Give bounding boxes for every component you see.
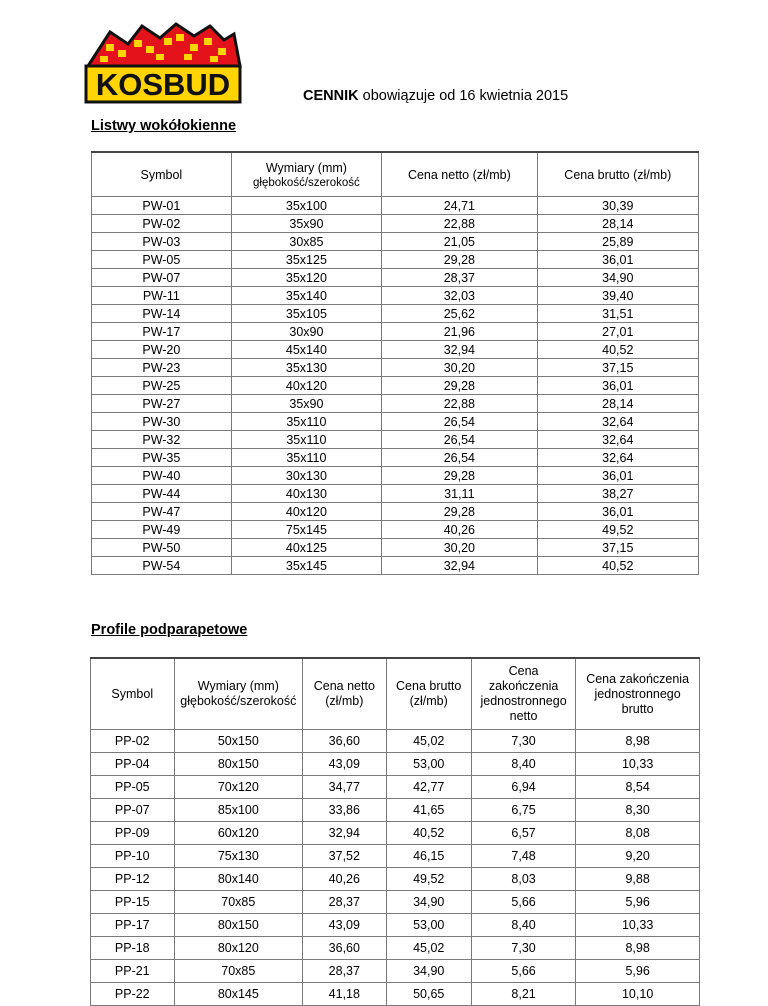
- table-row: [92, 233, 699, 251]
- table-cell: PP-05: [91, 776, 175, 799]
- kosbud-logo: [84, 20, 242, 104]
- table-cell: PW-40: [92, 467, 232, 485]
- table-cell: 6,57: [471, 822, 575, 845]
- valid-from-text: obowiązuje od 16 kwietnia 2015: [362, 88, 569, 104]
- table-cell: PW-01: [92, 197, 232, 215]
- table-row: [92, 305, 699, 323]
- col-header-wymiary: Wymiary (mm) głębokość/szerokość: [174, 658, 303, 730]
- table-cell: 35x125: [231, 251, 381, 269]
- table-cell: 29,28: [382, 377, 537, 395]
- table-cell: 26,54: [382, 449, 537, 467]
- table-cell: PW-02: [92, 215, 232, 233]
- table-row: [92, 323, 699, 341]
- table-row: [92, 377, 699, 395]
- table-cell: 45x140: [231, 341, 381, 359]
- table-cell: 28,37: [303, 891, 386, 914]
- col-header-wymiary: Wymiary (mm) głębokość/szerokość: [231, 152, 381, 197]
- table-cell: 35x110: [231, 413, 381, 431]
- table-cell: PP-02: [91, 730, 175, 753]
- col-header-symbol: Symbol: [91, 658, 175, 730]
- table-cell: PW-50: [92, 539, 232, 557]
- table-cell: 7,30: [471, 730, 575, 753]
- table-cell: 32,64: [537, 431, 698, 449]
- table-cell: 28,14: [537, 395, 698, 413]
- table-row: [92, 359, 699, 377]
- table-row: [92, 521, 699, 539]
- table-cell: 29,28: [382, 503, 537, 521]
- table-cell: PP-18: [91, 937, 175, 960]
- table-cell: 39,40: [537, 287, 698, 305]
- table-cell: PW-11: [92, 287, 232, 305]
- table-cell: 35x90: [231, 395, 381, 413]
- col-header-netto: Cena netto (zł/mb): [303, 658, 386, 730]
- table-cell: 50x150: [174, 730, 303, 753]
- table-cell: 38,27: [537, 485, 698, 503]
- table-cell: 32,94: [303, 822, 386, 845]
- table-cell: 80x150: [174, 753, 303, 776]
- table-row: [92, 431, 699, 449]
- table-cell: 40x120: [231, 377, 381, 395]
- table-cell: 36,60: [303, 937, 386, 960]
- table-cell: 32,03: [382, 287, 537, 305]
- table-cell: 37,15: [537, 539, 698, 557]
- table-cell: 5,66: [471, 891, 575, 914]
- table-cell: 9,20: [576, 845, 700, 868]
- table-cell: 5,96: [576, 960, 700, 983]
- table-cell: 8,03: [471, 868, 575, 891]
- table-cell: 10,33: [576, 753, 700, 776]
- table-cell: 5,96: [576, 891, 700, 914]
- table-row: [92, 503, 699, 521]
- table-cell: PP-15: [91, 891, 175, 914]
- table-row: [91, 891, 700, 914]
- table-cell: 30,20: [382, 539, 537, 557]
- table-cell: PW-27: [92, 395, 232, 413]
- table-row: [91, 730, 700, 753]
- table-cell: 25,62: [382, 305, 537, 323]
- table-cell: 40,26: [382, 521, 537, 539]
- price-list-header: [303, 88, 568, 104]
- table-cell: PP-12: [91, 868, 175, 891]
- table-cell: 27,01: [537, 323, 698, 341]
- table-row: [91, 799, 700, 822]
- table-cell: 53,00: [386, 914, 471, 937]
- table-cell: 8,30: [576, 799, 700, 822]
- table-cell: 31,11: [382, 485, 537, 503]
- table-cell: 26,54: [382, 431, 537, 449]
- table-row: [92, 251, 699, 269]
- table-cell: 75x145: [231, 521, 381, 539]
- table-cell: 70x85: [174, 960, 303, 983]
- table-cell: 6,75: [471, 799, 575, 822]
- table-cell: 45,02: [386, 937, 471, 960]
- table-cell: 7,30: [471, 937, 575, 960]
- table-cell: 35x110: [231, 449, 381, 467]
- table-listwy: [91, 151, 699, 575]
- table-cell: 35x145: [231, 557, 381, 575]
- table-cell: 40x130: [231, 485, 381, 503]
- table-cell: 35x130: [231, 359, 381, 377]
- table-cell: 36,60: [303, 730, 386, 753]
- table-cell: 41,18: [303, 983, 386, 1006]
- table-cell: PW-05: [92, 251, 232, 269]
- table-cell: 35x100: [231, 197, 381, 215]
- table-cell: PP-22: [91, 983, 175, 1006]
- table-cell: 34,90: [386, 891, 471, 914]
- table-cell: 35x140: [231, 287, 381, 305]
- table-cell: 49,52: [386, 868, 471, 891]
- table-cell: 22,88: [382, 215, 537, 233]
- table-cell: PP-09: [91, 822, 175, 845]
- table-cell: 80x120: [174, 937, 303, 960]
- table-row: [92, 269, 699, 287]
- table-cell: 8,21: [471, 983, 575, 1006]
- table-row: [91, 914, 700, 937]
- table-cell: 43,09: [303, 753, 386, 776]
- table-cell: 70x120: [174, 776, 303, 799]
- col-header-symbol: Symbol: [92, 152, 232, 197]
- table-row: [92, 413, 699, 431]
- table-cell: 35x105: [231, 305, 381, 323]
- table-cell: PW-54: [92, 557, 232, 575]
- table-cell: 8,08: [576, 822, 700, 845]
- table-cell: 8,40: [471, 914, 575, 937]
- col-header-zakonczenie-brutto: Cena zakończenia jednostronnego brutto: [576, 658, 700, 730]
- col-header-brutto: Cena brutto (zł/mb): [537, 152, 698, 197]
- table-cell: 43,09: [303, 914, 386, 937]
- table-cell: 40,26: [303, 868, 386, 891]
- table-cell: 34,90: [537, 269, 698, 287]
- table-cell: 53,00: [386, 753, 471, 776]
- table-cell: PW-03: [92, 233, 232, 251]
- table-row: [91, 868, 700, 891]
- table-cell: PW-44: [92, 485, 232, 503]
- table-cell: PW-30: [92, 413, 232, 431]
- table-cell: 36,01: [537, 503, 698, 521]
- svg-text:KOSBUD: KOSBUD: [95, 67, 231, 102]
- table-cell: 32,64: [537, 413, 698, 431]
- table-cell: 40x120: [231, 503, 381, 521]
- col-header-netto: Cena netto (zł/mb): [382, 152, 537, 197]
- table-cell: 8,98: [576, 937, 700, 960]
- table-row: [92, 539, 699, 557]
- col-header-zakonczenie-netto: Cena zakończenia jednostronnego netto: [471, 658, 575, 730]
- table-row: [92, 197, 699, 215]
- table-cell: 35x110: [231, 431, 381, 449]
- table-profile: [90, 657, 700, 1006]
- table-cell: PW-23: [92, 359, 232, 377]
- table-cell: 80x145: [174, 983, 303, 1006]
- table-cell: 29,28: [382, 251, 537, 269]
- table-row: [91, 983, 700, 1006]
- table-cell: 45,02: [386, 730, 471, 753]
- table-row: [91, 822, 700, 845]
- table-cell: 31,51: [537, 305, 698, 323]
- table-row: [92, 449, 699, 467]
- table-row: [91, 776, 700, 799]
- table-cell: PW-07: [92, 269, 232, 287]
- table-cell: 40,52: [386, 822, 471, 845]
- table-row: [92, 395, 699, 413]
- table-cell: 30x85: [231, 233, 381, 251]
- table-cell: 10,10: [576, 983, 700, 1006]
- table-cell: 36,01: [537, 467, 698, 485]
- table-cell: 32,64: [537, 449, 698, 467]
- table-row: [92, 215, 699, 233]
- table-cell: 25,89: [537, 233, 698, 251]
- table-cell: 60x120: [174, 822, 303, 845]
- table-cell: 21,96: [382, 323, 537, 341]
- table-cell: 37,52: [303, 845, 386, 868]
- table-cell: PW-49: [92, 521, 232, 539]
- table-cell: 24,71: [382, 197, 537, 215]
- table-cell: 8,40: [471, 753, 575, 776]
- col-header-brutto: Cena brutto (zł/mb): [386, 658, 471, 730]
- table-cell: PP-10: [91, 845, 175, 868]
- table-cell: 5,66: [471, 960, 575, 983]
- table-cell: 30,20: [382, 359, 537, 377]
- table-cell: 80x140: [174, 868, 303, 891]
- table-cell: 50,65: [386, 983, 471, 1006]
- table-cell: PP-04: [91, 753, 175, 776]
- table-cell: 36,01: [537, 251, 698, 269]
- table-cell: PW-17: [92, 323, 232, 341]
- table-cell: PW-25: [92, 377, 232, 395]
- table-cell: 7,48: [471, 845, 575, 868]
- table-cell: 40,52: [537, 557, 698, 575]
- table-cell: PP-21: [91, 960, 175, 983]
- table-cell: PP-07: [91, 799, 175, 822]
- cennik-label: CENNIK: [303, 88, 359, 104]
- table-cell: 49,52: [537, 521, 698, 539]
- table-cell: 30x130: [231, 467, 381, 485]
- table-cell: 34,90: [386, 960, 471, 983]
- table-cell: 35x120: [231, 269, 381, 287]
- table-cell: 75x130: [174, 845, 303, 868]
- table-cell: 85x100: [174, 799, 303, 822]
- table-cell: 30x90: [231, 323, 381, 341]
- table-cell: 32,94: [382, 341, 537, 359]
- table-cell: 42,77: [386, 776, 471, 799]
- table-cell: 28,37: [303, 960, 386, 983]
- table-cell: 80x150: [174, 914, 303, 937]
- table-row: [92, 287, 699, 305]
- table-cell: 36,01: [537, 377, 698, 395]
- table-cell: 22,88: [382, 395, 537, 413]
- table-row: [92, 557, 699, 575]
- table-cell: PW-32: [92, 431, 232, 449]
- section-title-profile: Profile podparapetowe: [91, 622, 248, 638]
- table-row: [92, 485, 699, 503]
- table-row: [92, 341, 699, 359]
- table-row: [91, 960, 700, 983]
- section-title-listwy: Listwy wokółokienne: [91, 118, 237, 134]
- table-cell: 28,14: [537, 215, 698, 233]
- table-cell: 30,39: [537, 197, 698, 215]
- table-cell: PW-14: [92, 305, 232, 323]
- table-cell: 34,77: [303, 776, 386, 799]
- table-cell: PW-35: [92, 449, 232, 467]
- table-cell: 37,15: [537, 359, 698, 377]
- table-row: [91, 937, 700, 960]
- table-cell: 41,65: [386, 799, 471, 822]
- table-row: [92, 467, 699, 485]
- table-cell: 28,37: [382, 269, 537, 287]
- table-cell: 8,98: [576, 730, 700, 753]
- table-row: [91, 845, 700, 868]
- table-row: [91, 753, 700, 776]
- table-cell: 33,86: [303, 799, 386, 822]
- table-cell: 26,54: [382, 413, 537, 431]
- table-cell: 9,88: [576, 868, 700, 891]
- table-cell: 40,52: [537, 341, 698, 359]
- table-cell: 21,05: [382, 233, 537, 251]
- table-cell: PP-17: [91, 914, 175, 937]
- table-cell: 46,15: [386, 845, 471, 868]
- table-cell: 32,94: [382, 557, 537, 575]
- table-cell: PW-20: [92, 341, 232, 359]
- table-cell: 10,33: [576, 914, 700, 937]
- table-cell: 6,94: [471, 776, 575, 799]
- table-cell: 8,54: [576, 776, 700, 799]
- table-cell: 70x85: [174, 891, 303, 914]
- table-cell: PW-47: [92, 503, 232, 521]
- table-cell: 40x125: [231, 539, 381, 557]
- table-cell: 35x90: [231, 215, 381, 233]
- table-cell: 29,28: [382, 467, 537, 485]
